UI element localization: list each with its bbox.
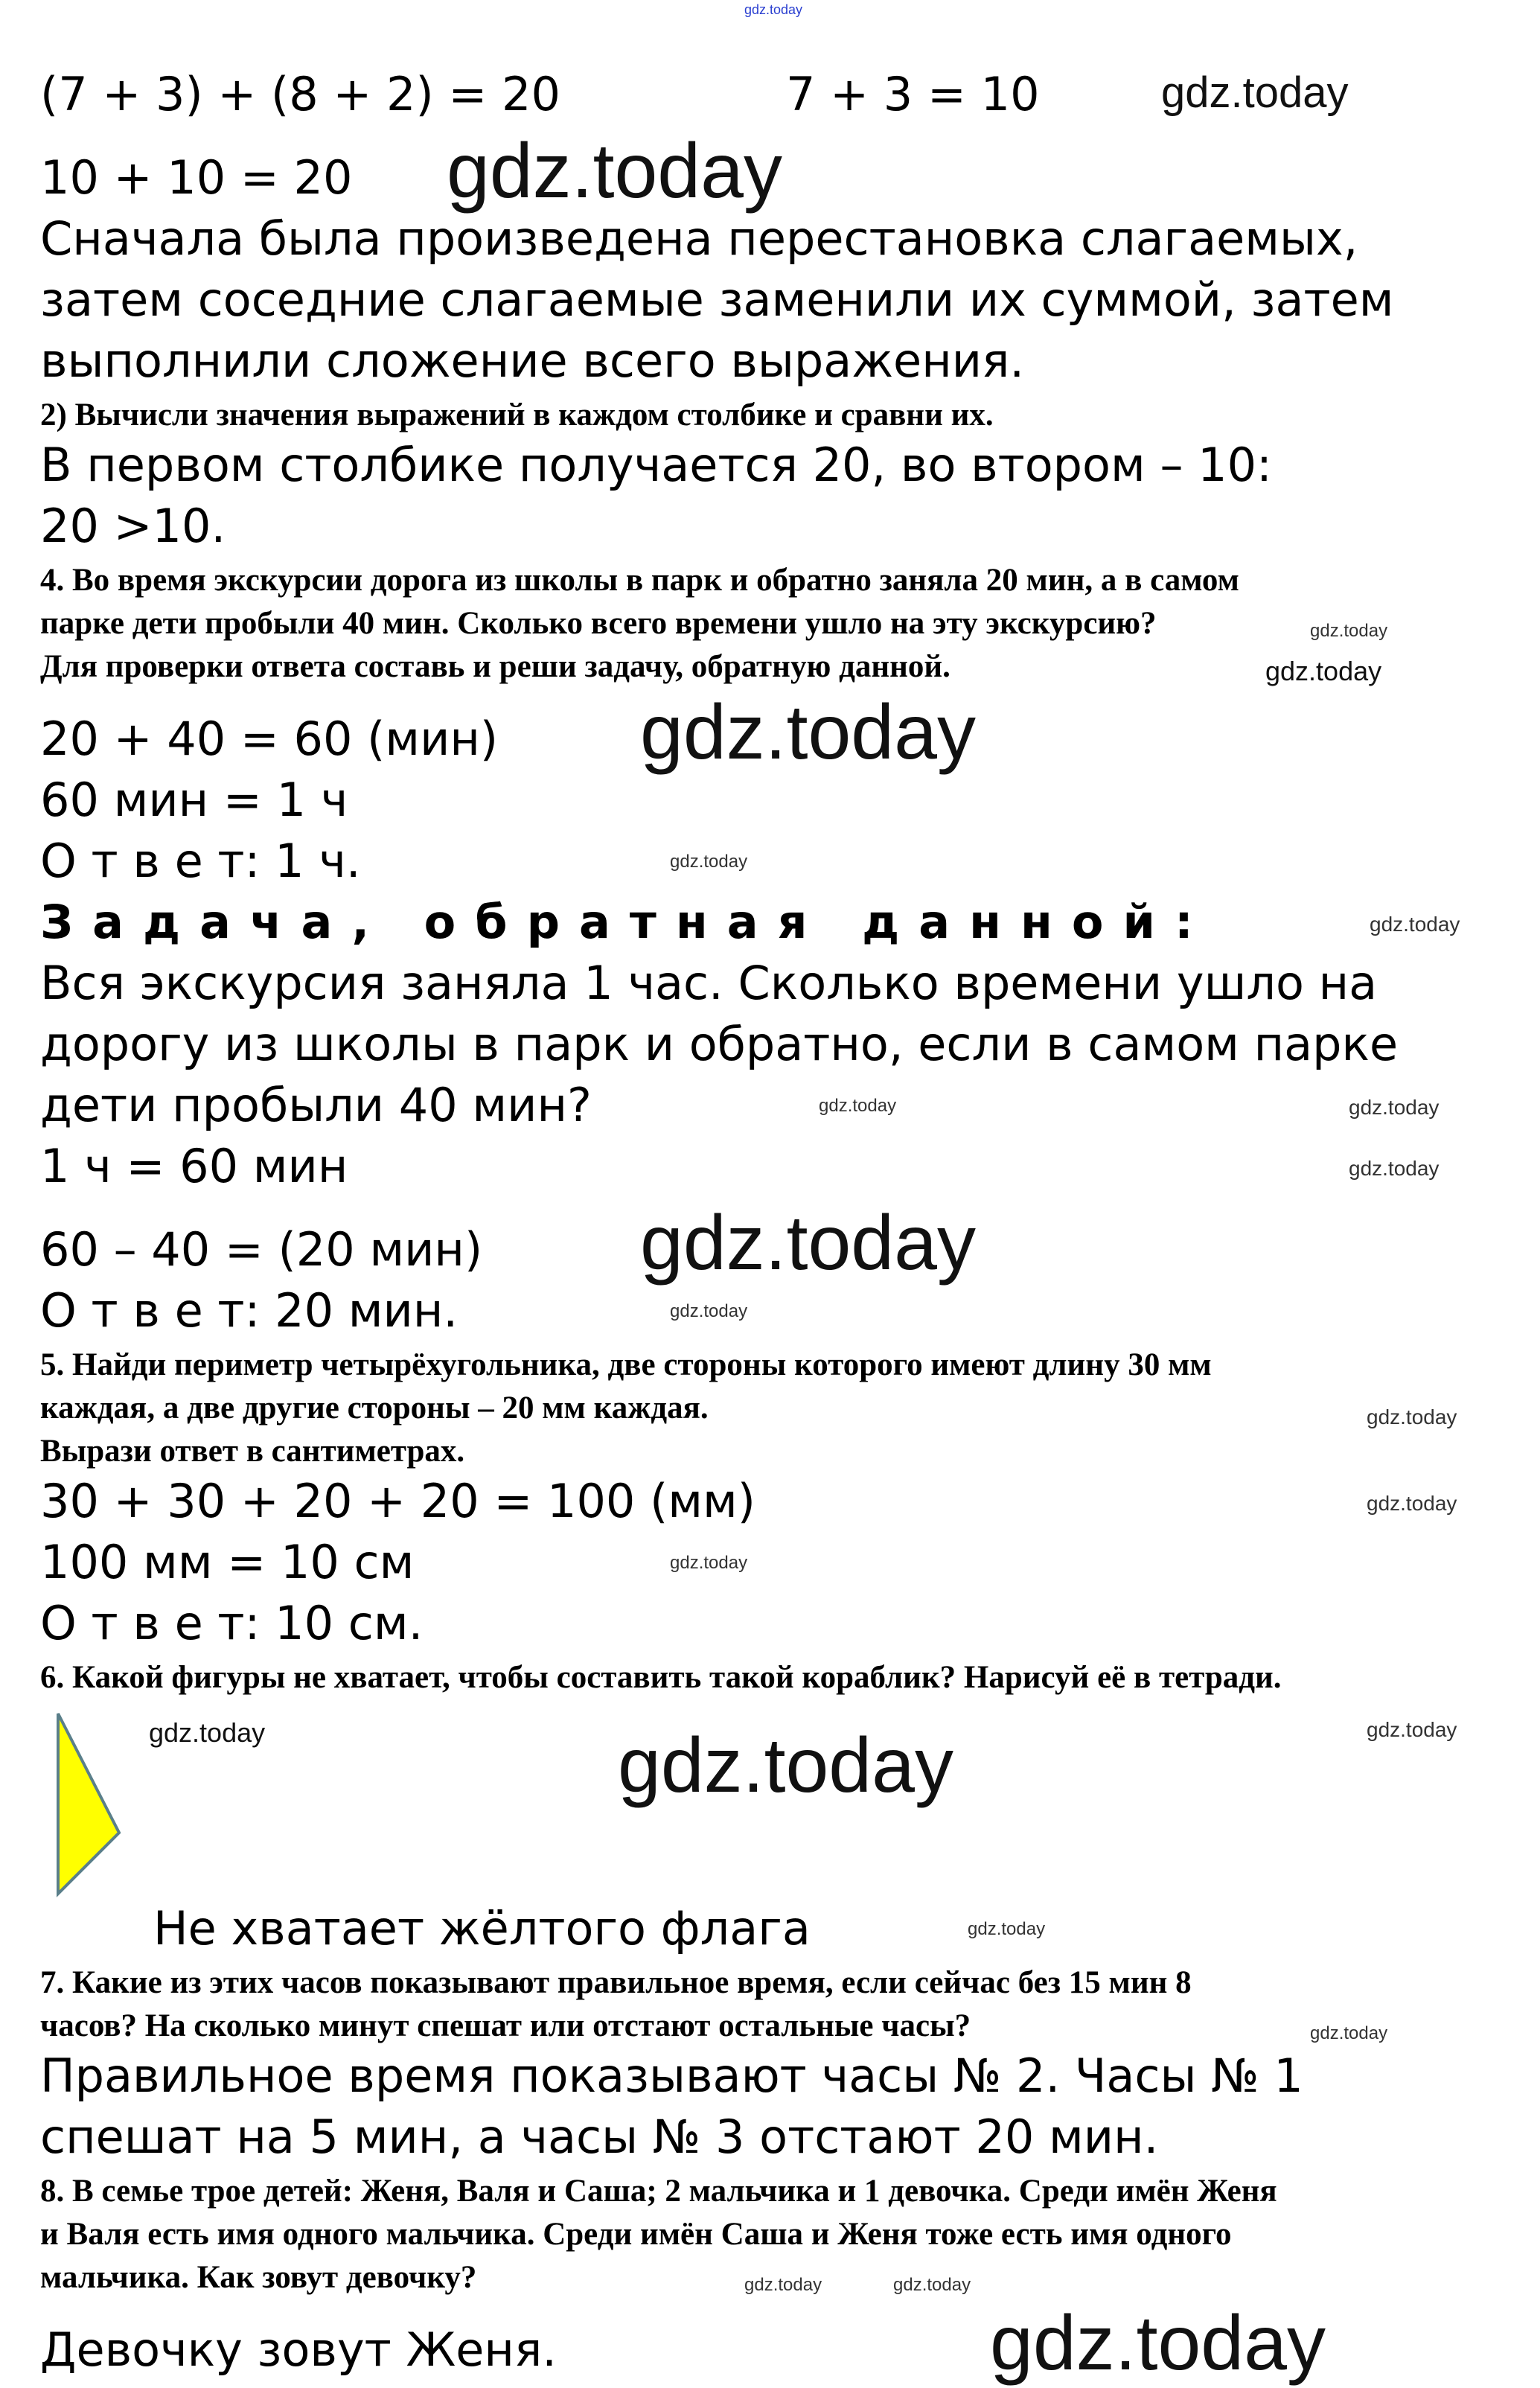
row xyxy=(0,438,1540,503)
watermark: gdz.today xyxy=(819,1096,897,1116)
row xyxy=(0,607,1540,651)
watermark: gdz.today xyxy=(149,1717,266,1748)
watermark: gdz.today xyxy=(1367,1718,1457,1741)
watermark: gdz.today xyxy=(990,2300,1326,2387)
row xyxy=(0,651,1540,694)
text-line: выполнили сложение всего выражения. xyxy=(40,333,1025,388)
watermark-top: gdz.today xyxy=(744,2,803,17)
row xyxy=(0,2261,1540,2305)
flag-area xyxy=(0,1705,1540,1906)
row xyxy=(0,1901,1540,1967)
row xyxy=(0,2,1540,71)
text-line: дорогу из школы в парк и обратно, если в самом парке xyxy=(40,1017,1399,1071)
row xyxy=(0,399,1540,442)
row xyxy=(0,2300,1540,2388)
watermark: gdz.today xyxy=(640,1200,976,1286)
row xyxy=(0,2218,1540,2261)
row xyxy=(0,1017,1540,1082)
question-line: каждая, а две другие стороны – 20 мм каждая. xyxy=(40,1391,709,1426)
row xyxy=(0,1435,1540,1478)
question-line: 7. Какие из этих часов показывают правильное время, если сейчас без 15 мин 8 xyxy=(40,1965,1192,2000)
row xyxy=(0,2049,1540,2114)
row xyxy=(0,67,1540,133)
row xyxy=(0,1967,1540,2010)
watermark: gdz.today xyxy=(1265,656,1382,686)
watermark: gdz.today xyxy=(670,1301,748,1321)
answer-line: О т в е т: 1 ч. xyxy=(40,834,361,888)
equation-line: 10 + 10 = 20 xyxy=(40,150,353,205)
watermark: gdz.today xyxy=(1161,68,1349,117)
row xyxy=(0,1535,1540,1600)
answer-line: О т в е т: 10 см. xyxy=(40,1596,424,1650)
watermark: gdz.today xyxy=(1349,1157,1440,1180)
row xyxy=(0,1596,1540,1661)
row xyxy=(0,895,1540,960)
answer-line: Девочку зовут Женя. xyxy=(40,2322,557,2377)
text-line: В первом столбике получается 20, во втором – 10: xyxy=(40,438,1272,492)
watermark: gdz.today xyxy=(1370,913,1460,936)
row xyxy=(0,773,1540,838)
watermark: gdz.today xyxy=(968,1919,1046,1939)
row xyxy=(0,1283,1540,1349)
row xyxy=(0,499,1540,564)
task-title: Задача, обратная данной: xyxy=(40,895,1212,949)
text-line: 20 >10. xyxy=(40,499,226,553)
text-line: 60 – 40 = (20 мин) xyxy=(40,1222,483,1277)
text-line: Вся экскурсия заняла 1 час. Сколько времени ушло на xyxy=(40,956,1378,1010)
text-line: дети пробыли 40 мин? xyxy=(40,1078,592,1132)
text-line: Сначала была произведена перестановка слагаемых, xyxy=(40,211,1358,266)
answer-line: Не хватает жёлтого флага xyxy=(153,1901,811,1956)
equation-line: (7 + 3) + (8 + 2) = 20 xyxy=(40,67,560,121)
watermark: gdz.today xyxy=(640,689,976,776)
watermark: gdz.today xyxy=(1367,1492,1457,1515)
watermark: gdz.today xyxy=(893,2275,971,2295)
text-line: 100 мм = 10 см xyxy=(40,1535,415,1589)
question-line: парке дети пробыли 40 мин. Сколько всего времени ушло на эту экскурсию? xyxy=(40,606,1157,641)
watermark: gdz.today xyxy=(1310,2023,1388,2043)
watermark: gdz.today xyxy=(670,852,748,872)
text-line: 60 мин = 1 ч xyxy=(40,773,348,827)
row xyxy=(0,834,1540,899)
text-line: 30 + 30 + 20 + 20 = 100 (мм) xyxy=(40,1474,755,1528)
question-line: мальчика. Как зовут девочку? xyxy=(40,2260,477,2295)
equation-line: 7 + 3 = 10 xyxy=(786,67,1040,121)
yellow-flag-triangle xyxy=(51,1708,125,1901)
row xyxy=(0,333,1540,399)
row xyxy=(0,1661,1540,1705)
row xyxy=(0,1200,1540,1288)
question-line: 8. В семье трое детей: Женя, Валя и Саша; 2 мальчика и 1 девочка. Среди имён Женя xyxy=(40,2174,1277,2209)
row xyxy=(0,211,1540,277)
text-line: затем соседние слагаемые заменили их суммой, затем xyxy=(40,272,1394,327)
row xyxy=(0,1474,1540,1539)
row xyxy=(0,2010,1540,2053)
row xyxy=(0,1078,1540,1143)
row xyxy=(0,1349,1540,1392)
row xyxy=(0,1139,1540,1204)
question-line: часов? На сколько минут спешат или отстают остальные часы? xyxy=(40,2008,971,2043)
question-line: 4. Во время экскурсии дорога из школы в парк и обратно заняла 20 мин, а в самом xyxy=(40,563,1239,598)
text-line: 20 + 40 = 60 (мин) xyxy=(40,712,499,766)
text-line: 1 ч = 60 мин xyxy=(40,1139,348,1193)
row xyxy=(0,2110,1540,2175)
question-line: и Валя есть имя одного мальчика. Среди имён Саша и Женя тоже есть имя одного xyxy=(40,2217,1232,2252)
watermark: gdz.today xyxy=(1367,1405,1457,1428)
watermark: gdz.today xyxy=(1349,1096,1440,1119)
text-line: спешат на 5 мин, а часы № 3 отстают 20 мин. xyxy=(40,2110,1159,2164)
row xyxy=(0,128,1540,216)
row xyxy=(0,564,1540,607)
watermark: gdz.today xyxy=(1310,621,1388,641)
question-line: Для проверки ответа составь и реши задачу, обратную данной. xyxy=(40,649,950,684)
question-line: Вырази ответ в сантиметрах. xyxy=(40,1434,465,1469)
row xyxy=(0,689,1540,777)
answer-line: О т в е т: 20 мин. xyxy=(40,1283,459,1338)
row xyxy=(0,2175,1540,2218)
row xyxy=(0,272,1540,338)
question-line: 2) Вычисли значения выражений в каждом столбике и сравни их. xyxy=(40,398,994,432)
question-line: 5. Найди периметр четырёхугольника, две стороны которого имеют длину 30 мм xyxy=(40,1347,1212,1382)
watermark: gdz.today xyxy=(618,1723,953,1809)
row xyxy=(0,956,1540,1021)
watermark: gdz.today xyxy=(447,128,782,214)
watermark: gdz.today xyxy=(670,1553,748,1573)
row xyxy=(0,1392,1540,1435)
text-line: Правильное время показывают часы № 2. Часы № 1 xyxy=(40,2049,1303,2103)
question-line: 6. Какой фигуры не хватает, чтобы составить такой кораблик? Нарисуй её в тетради. xyxy=(40,1660,1282,1695)
watermark: gdz.today xyxy=(744,2275,822,2295)
